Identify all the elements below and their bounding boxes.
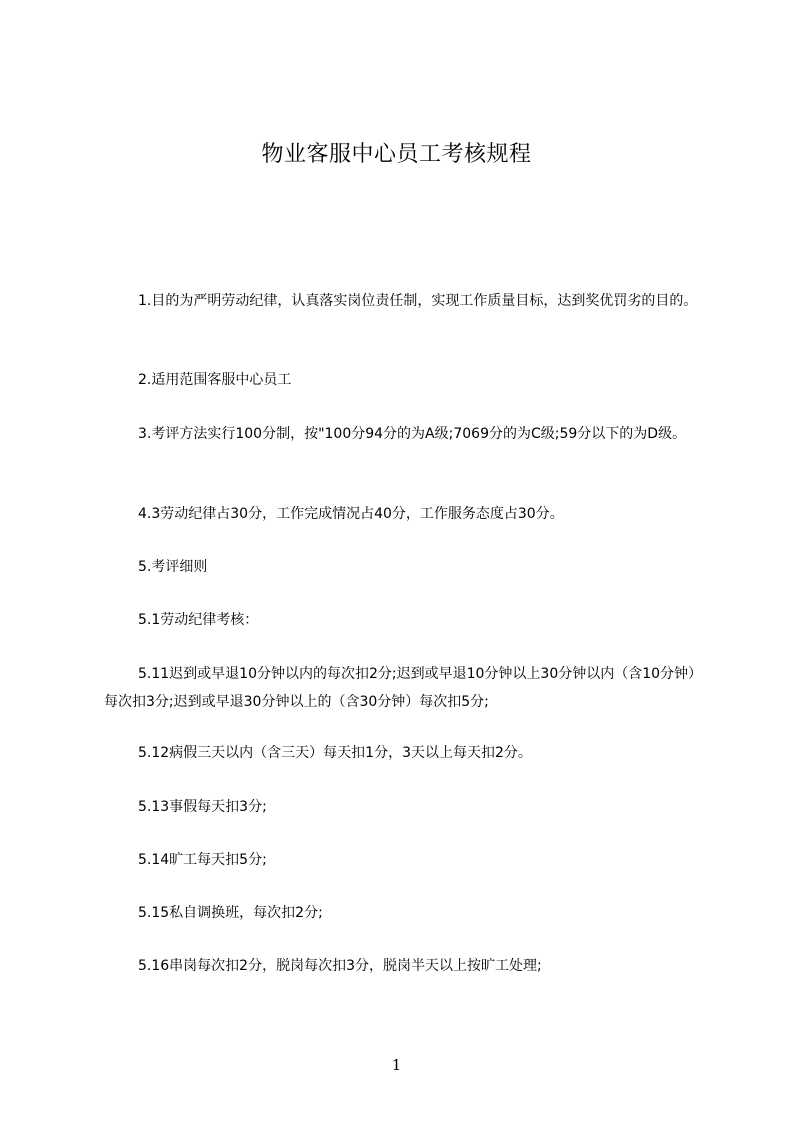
paragraph-score-split: 4.3劳动纪律占30分，工作完成情况占40分，工作服务态度占30分。 bbox=[138, 506, 564, 522]
paragraph-purpose: 1.目的为严明劳动纪律，认真落实岗位责任制，实现工作质量目标，达到奖优罚劣的目的。 bbox=[138, 293, 698, 309]
paragraph-method: 3.考评方法实行100分制，按"100分94分的为A级;7069分的为C级;59分以下的为D级。 bbox=[138, 426, 687, 442]
paragraph-rule-5-16: 5.16串岗每次扣2分，脱岗每次扣3分，脱岗半天以上按旷工处理; bbox=[138, 958, 542, 974]
paragraph-discipline-heading: 5.1劳动纪律考核： bbox=[138, 612, 259, 628]
document-title: 物业客服中心员工考核规程 bbox=[261, 142, 532, 167]
paragraph-rule-5-13: 5.13事假每天扣3分; bbox=[138, 799, 267, 815]
paragraph-rule-5-11: 5.11迟到或早退10分钟以内的每次扣2分;迟到或早退10分钟以上30分钟以内（含10分钟）每次扣3分;迟到或早退30分钟以上的（含30分钟）每次扣5分; bbox=[104, 666, 703, 710]
paragraph-scope: 2.适用范围客服中心员工 bbox=[138, 372, 292, 388]
paragraph-rule-5-14: 5.14旷工每天扣5分; bbox=[138, 852, 267, 868]
paragraph-detail-heading: 5.考评细则 bbox=[138, 559, 208, 575]
paragraph-rule-5-15: 5.15私自调换班，每次扣2分; bbox=[138, 905, 323, 921]
paragraph-rule-5-12: 5.12病假三天以内（含三天）每天扣1分，3天以上每天扣2分。 bbox=[138, 745, 532, 761]
page-number: 1 bbox=[391, 1056, 402, 1074]
